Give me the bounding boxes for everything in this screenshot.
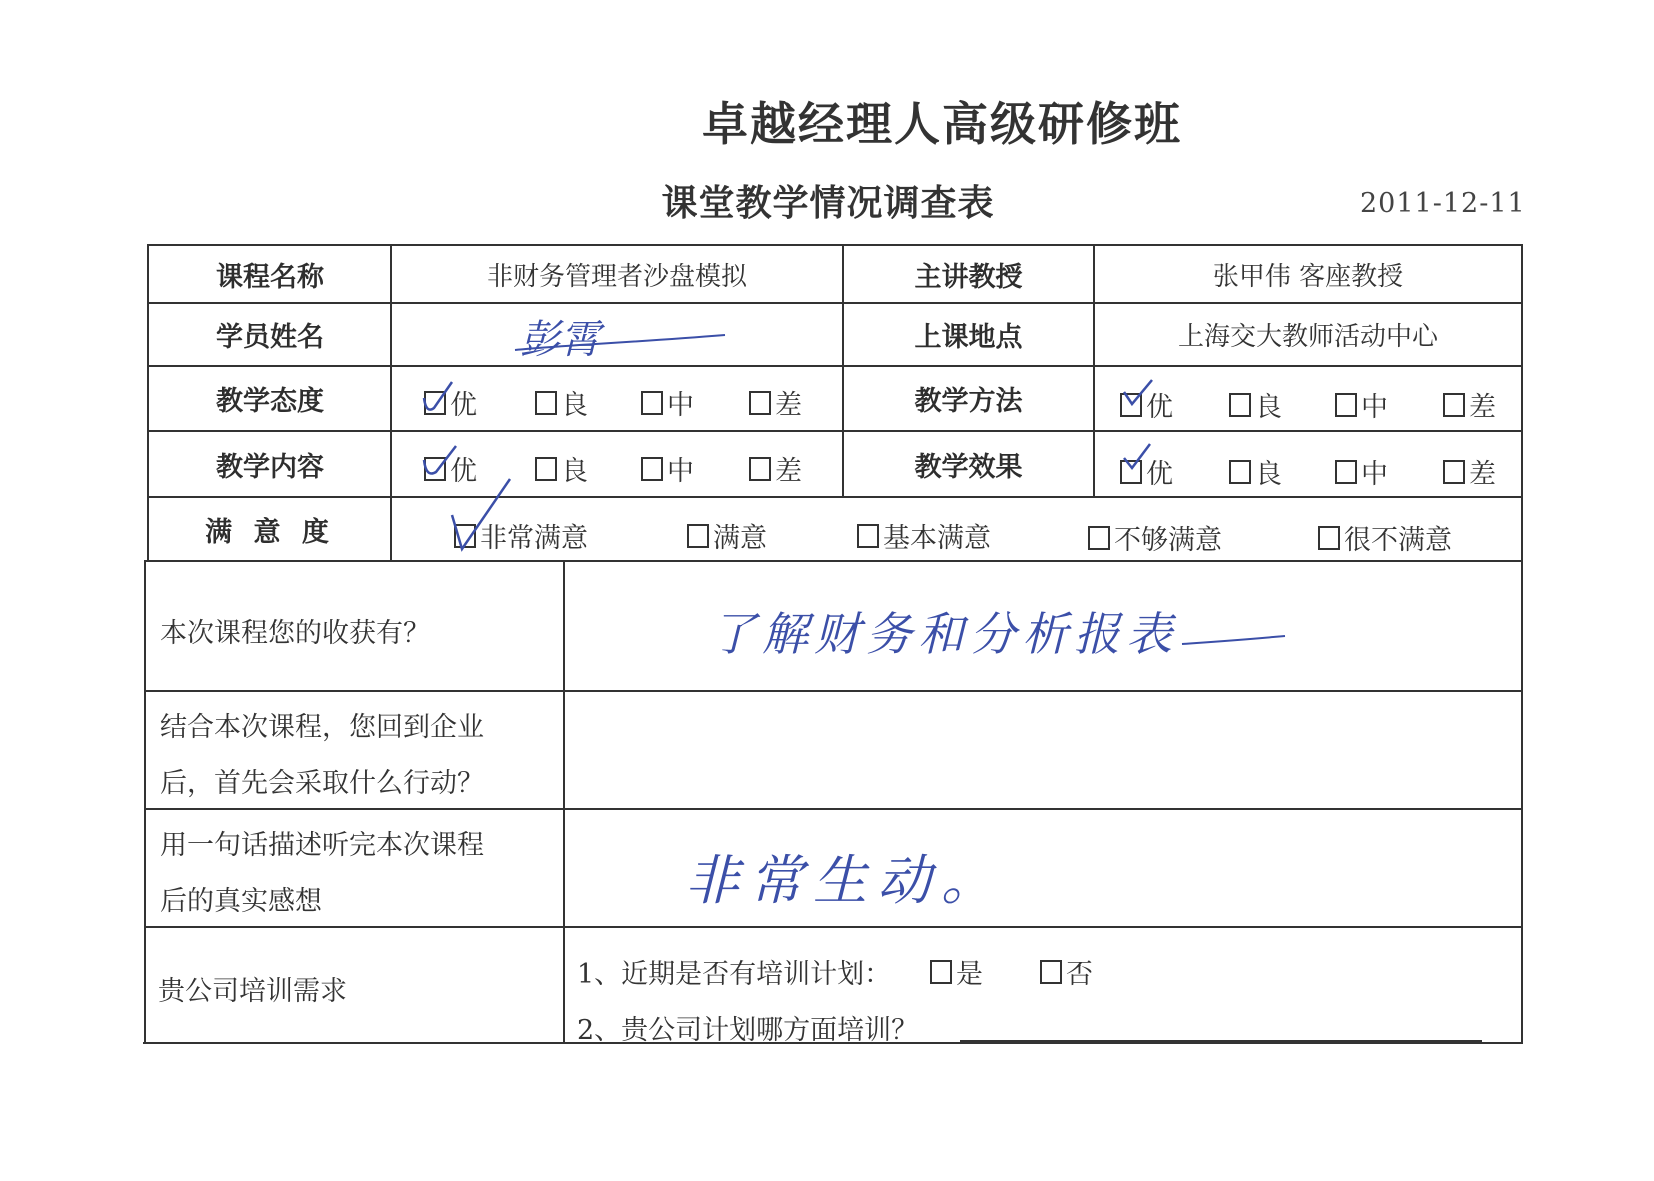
pen-stroke: [1180, 630, 1290, 650]
satisfaction-option-basic[interactable]: 基本满意: [857, 516, 991, 555]
method-option-poor[interactable]: 差: [1443, 385, 1496, 424]
attitude-option-good[interactable]: 良: [535, 383, 588, 422]
checkbox[interactable]: [1443, 393, 1465, 417]
check-mark-icon: [1120, 378, 1160, 418]
check-mark-icon: [1120, 440, 1160, 480]
checkbox[interactable]: [1335, 393, 1357, 417]
student-name-handwriting: 彭霄: [520, 317, 600, 363]
training-plan-yes[interactable]: 是: [930, 952, 983, 991]
professor-label: 主讲教授: [914, 261, 1023, 293]
question-gain: 本次课程您的收获有？: [160, 618, 430, 649]
check-mark-icon: [448, 475, 518, 555]
checkbox[interactable]: [641, 391, 663, 415]
check-mark-icon: [418, 378, 458, 418]
training-needs-label: 贵公司培训需求: [158, 976, 347, 1007]
attitude-option-poor[interactable]: 差: [749, 383, 802, 422]
checkbox[interactable]: [1443, 460, 1465, 484]
form-title: 卓越经理人高级研修班: [702, 97, 1182, 151]
content-option-poor[interactable]: 差: [749, 449, 802, 488]
location-label: 上课地点: [914, 322, 1023, 353]
question-feeling-line2: 后的真实感想: [160, 886, 322, 917]
answer-gain-handwriting: 了解财务和分析报表: [710, 607, 1178, 661]
checkbox[interactable]: [1088, 526, 1110, 550]
location-value: 上海交大教师活动中心: [1177, 322, 1438, 352]
question-action-line2: 后，首先会采取什么行动？: [160, 768, 484, 799]
satisfaction-label: 满 意 度: [205, 516, 335, 548]
training-area-question: 2、贵公司计划哪方面培训？: [577, 1015, 919, 1046]
checkbox[interactable]: [1229, 460, 1251, 484]
effect-option-excellent[interactable]: 优: [1120, 452, 1173, 491]
checkbox[interactable]: [930, 960, 952, 984]
checkbox[interactable]: [535, 457, 557, 481]
checkbox[interactable]: [1229, 393, 1251, 417]
checkbox[interactable]: [1040, 960, 1062, 984]
effect-label: 教学效果: [914, 451, 1023, 483]
content-option-good[interactable]: 良: [535, 449, 588, 488]
checkbox[interactable]: [1335, 460, 1357, 484]
professor-value: 张甲伟 客座教授: [1212, 261, 1404, 292]
training-plan-question: 1、近期是否有培训计划：: [577, 959, 892, 990]
question-feeling-line1: 用一句话描述听完本次课程: [160, 830, 484, 861]
form-date: 2011-12-11: [1360, 188, 1526, 219]
content-option-excellent[interactable]: 优: [424, 449, 477, 488]
method-option-good[interactable]: 良: [1229, 385, 1282, 424]
content-label: 教学内容: [216, 451, 324, 483]
question-action-line1: 结合本次课程，您回到企业: [160, 712, 484, 743]
checkbox[interactable]: [857, 524, 879, 548]
effect-option-average[interactable]: 中: [1335, 452, 1388, 491]
attitude-option-excellent[interactable]: 优: [424, 383, 477, 422]
satisfaction-option-very[interactable]: 非常满意: [454, 516, 588, 555]
effect-option-poor[interactable]: 差: [1443, 452, 1496, 491]
checkbox[interactable]: [535, 391, 557, 415]
attitude-label: 教学态度: [216, 386, 324, 417]
signature-stroke: [505, 305, 735, 375]
course-name-label: 课程名称: [216, 261, 324, 293]
satisfaction-option-insufficient[interactable]: 不够满意: [1088, 518, 1222, 557]
satisfaction-option-satisfied[interactable]: 满意: [687, 516, 767, 555]
answer-feeling-handwriting: 非常生动。: [685, 849, 1005, 912]
attitude-option-average[interactable]: 中: [641, 383, 694, 422]
course-name-value: 非财务管理者沙盘模拟: [486, 261, 747, 292]
checkbox[interactable]: [641, 457, 663, 481]
method-option-average[interactable]: 中: [1335, 385, 1388, 424]
training-plan-no[interactable]: 否: [1040, 952, 1093, 991]
method-option-excellent[interactable]: 优: [1120, 385, 1173, 424]
student-name-label: 学员姓名: [216, 322, 324, 353]
checkbox[interactable]: [749, 457, 771, 481]
effect-option-good[interactable]: 良: [1229, 452, 1282, 491]
checkbox[interactable]: [687, 524, 709, 548]
checkbox[interactable]: [749, 391, 771, 415]
method-label: 教学方法: [914, 386, 1023, 417]
satisfaction-option-very-unsatisfied[interactable]: 很不满意: [1318, 518, 1452, 557]
content-option-average[interactable]: 中: [641, 449, 694, 488]
checkbox[interactable]: [1318, 526, 1340, 550]
training-area-blank-line[interactable]: [960, 1040, 1482, 1042]
form-subtitle: 课堂教学情况调查表: [661, 183, 995, 224]
